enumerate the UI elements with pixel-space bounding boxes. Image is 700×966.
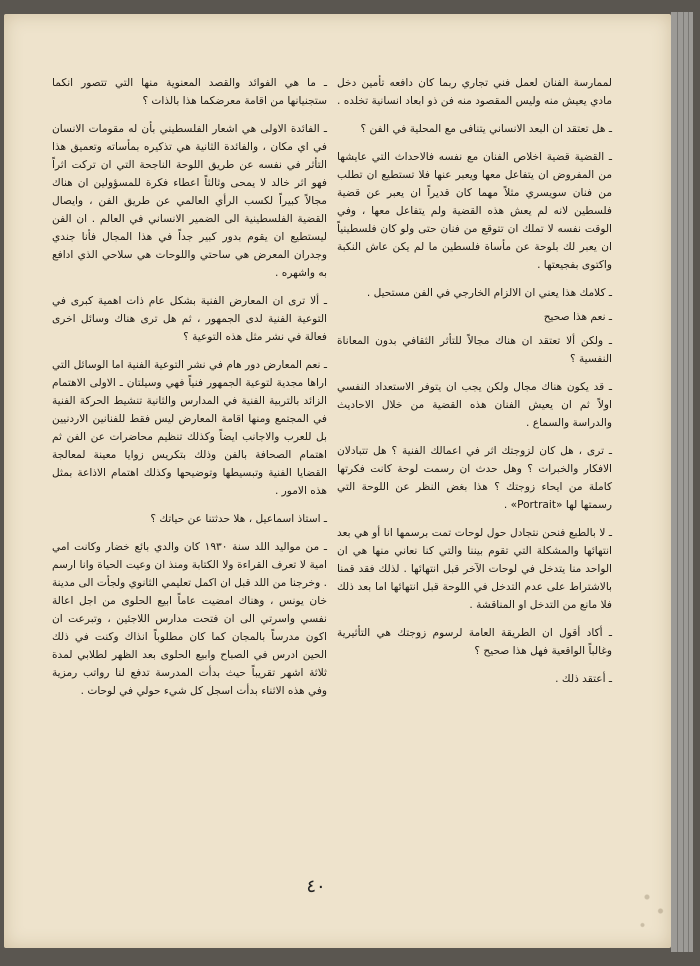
paragraph: ـ لا بالطبع فنحن نتجادل حول لوحات تمت برسمها انا أو هي بعد انتهائها والمشكلة التي تقوم بيننا والتي كنا نعاني منها هي ان الواحد منا يتدخل في لوحات الآخر قبل انتهائها . لذلك فقد قمنا بالاشتراط على عدم التدخل في اللوحة قبل انتهائها اما بعد ذلك فلا مانع من التدخل او المناقشة . (337, 527, 612, 611)
page-edge-strip (671, 12, 693, 952)
question-paragraph: ـ أكاد أقول ان الطريقة العامة لرسوم زوجتك هي التأثيرية وغالباً الواقعية فهل هذا صحيح ؟ (337, 627, 612, 657)
left-text-column (52, 74, 327, 710)
question-paragraph: ـ ما هي الفوائد والقصد المعنوية منها التي تتصور انكما ستجنيانها من اقامة معرضكما هذا بالذات ؟ (52, 77, 327, 107)
paragraph: ـ نعم المعارض دور هام في نشر التوعية الفنية اما الوسائل التي اراها مجدية لتوعية الجمهور فنياً فهي وسيلتان ـ الاولى الاهتمام الزائد بالتربية الفنية في المدارس والثانية تنشيط الحركة الفنية في المجتمع ومنها اقامة المعارض ليس فقط للفنانين الاردنيين بل للعرب والاجانب ايضاً وكذلك تنظيم محاضرات عن الفن ثم اهتمام الصحافة بالفن وذلك بتكريس زوايا معينة لمعالجة القضايا الفنية وتبسيطها وتوضيحها وكذلك اهتمام الاذاعة بمثل هذه الامور . (52, 359, 327, 497)
paragraph: ـ أعتقد ذلك . (555, 673, 612, 685)
page-number: ٤٠ (306, 876, 326, 897)
paragraph: لممارسة الفنان لعمل فني تجاري ربما كان دافعه تأمين دخل مادي يعيش منه وليس المقصود منه فن ذو ابعاد انسانية تخلده . (337, 77, 612, 107)
question-paragraph: ـ ألا ترى ان المعارض الفنية بشكل عام ذات اهمية كبرى في التوعية الفنية لدى الجمهور ، ثم هل ترى هناك وسائل اخرى فعالة في نشر مثل هذه التوعية ؟ (52, 295, 327, 343)
right-text-column (337, 74, 612, 698)
paper-stain (629, 869, 674, 939)
question-paragraph: ـ ترى ، هل كان لزوجتك اثر في اعمالك الفنية ؟ هل تتبادلان الافكار والخبرات ؟ وهل حدث ان رسمت لوحة كانت فكرتها كاملة من ايحاء زوجتك ؟ هذا بغض النظر عن اللوحة التي رسمتها لها «Portrait» . (337, 445, 612, 511)
magazine-page (4, 14, 671, 948)
paragraph: ـ القضية قضية اخلاص الفنان مع نفسه فالاحداث التي عايشها من المفروض ان يتفاعل معها ويعبر عنها فلا تستطيع ان تطلب من فنان سويسري مثلاً مهما كان قديراً ان يعبر عن قضية فلسطين لانه لم يعش هذه القضية ولم يتفاعل معها ، وفي الوقت نفسه لا تملك ان تتوقع من فنان حتى ولو كان فلسطينياً ان يعبر لك بلوحة عن مأساة فلسطين ما لم يكن عاش النكبة واكتوى بفجيعتها . (337, 151, 612, 271)
question-paragraph: ـ استاذ اسماعيل ، هلا حدثتنا عن حياتك ؟ (150, 513, 327, 525)
paragraph: ـ الفائدة الاولى هي اشعار الفلسطيني بأن له مقومات الانسان في اي مكان ، والفائدة الثانية هي تذكيره بمأساته وتعميق هذا التأثر في نفسه عن طريق اللوحة الناجحة التي ان تركت اثراً فهو اثر خالد لا يمحى وثالثاً اعطاء فكرة للمسؤولين ان هناك مجالاً كبيراً لكسب الرأي العالمي عن طريق الفن ، وايصال القضية الفلسطينية الى الضمير الانساني في العالم . ان الفن ليستطيع ان يقوم بدور كبير جداً في هذا المجال فأنا جندي وجدران المعرض هي ساحتي واللوحات هي سلاحي الذي ادافع به واشهره . (52, 123, 327, 279)
paragraph: ـ من مواليد اللد سنة ١٩٣٠ كان والدي بائع خضار وكانت امي امية لا تعرف القراءة ولا الكتابة ومنذ ان وعيت الحياة وانا ارسم . وخرجنا من اللد قبل ان اكمل تعليمي الثانوي ولجأت الى مدينة خان يونس ، وهناك امضيت عاماً ابيع الحلوى من اجل اعالة نفسي واسرتي الى ان فتحت مدارس اللاجئين ، وتبرعت ان اكون مدرساً بالمجان كما كان مطلوباً انذاك وكنت في ذلك الحين ادرس في الصباح وابيع الحلوى بعد الظهر لطلابي لمدة ثلاثة اشهر تقريباً حيث بدأت المدرسة تدفع لنا رواتب رمزية وفي هذه الاثناء بدأت اسجل كل شيء حولي في لوحات . (52, 541, 327, 697)
paragraph: ـ قد يكون هناك مجال ولكن يجب ان يتوفر الاستعداد النفسي اولاً ثم ان يعيش الفنان هذه القضية من خلال الاحاديث والدراسة والسماع . (337, 381, 612, 429)
question-paragraph: ـ ولكن ألا تعتقد ان هناك مجالاً للتأثر الثقافي بدون المعاناة النفسية ؟ (337, 335, 612, 365)
paragraph: ـ نعم هذا صحيح (543, 311, 612, 323)
question-paragraph: ـ كلامك هذا يعني ان الالزام الخارجي في الفن مستحيل . (366, 287, 612, 299)
question-paragraph: ـ هل تعتقد ان البعد الانساني يتنافى مع المحلية في الفن ؟ (360, 123, 612, 135)
